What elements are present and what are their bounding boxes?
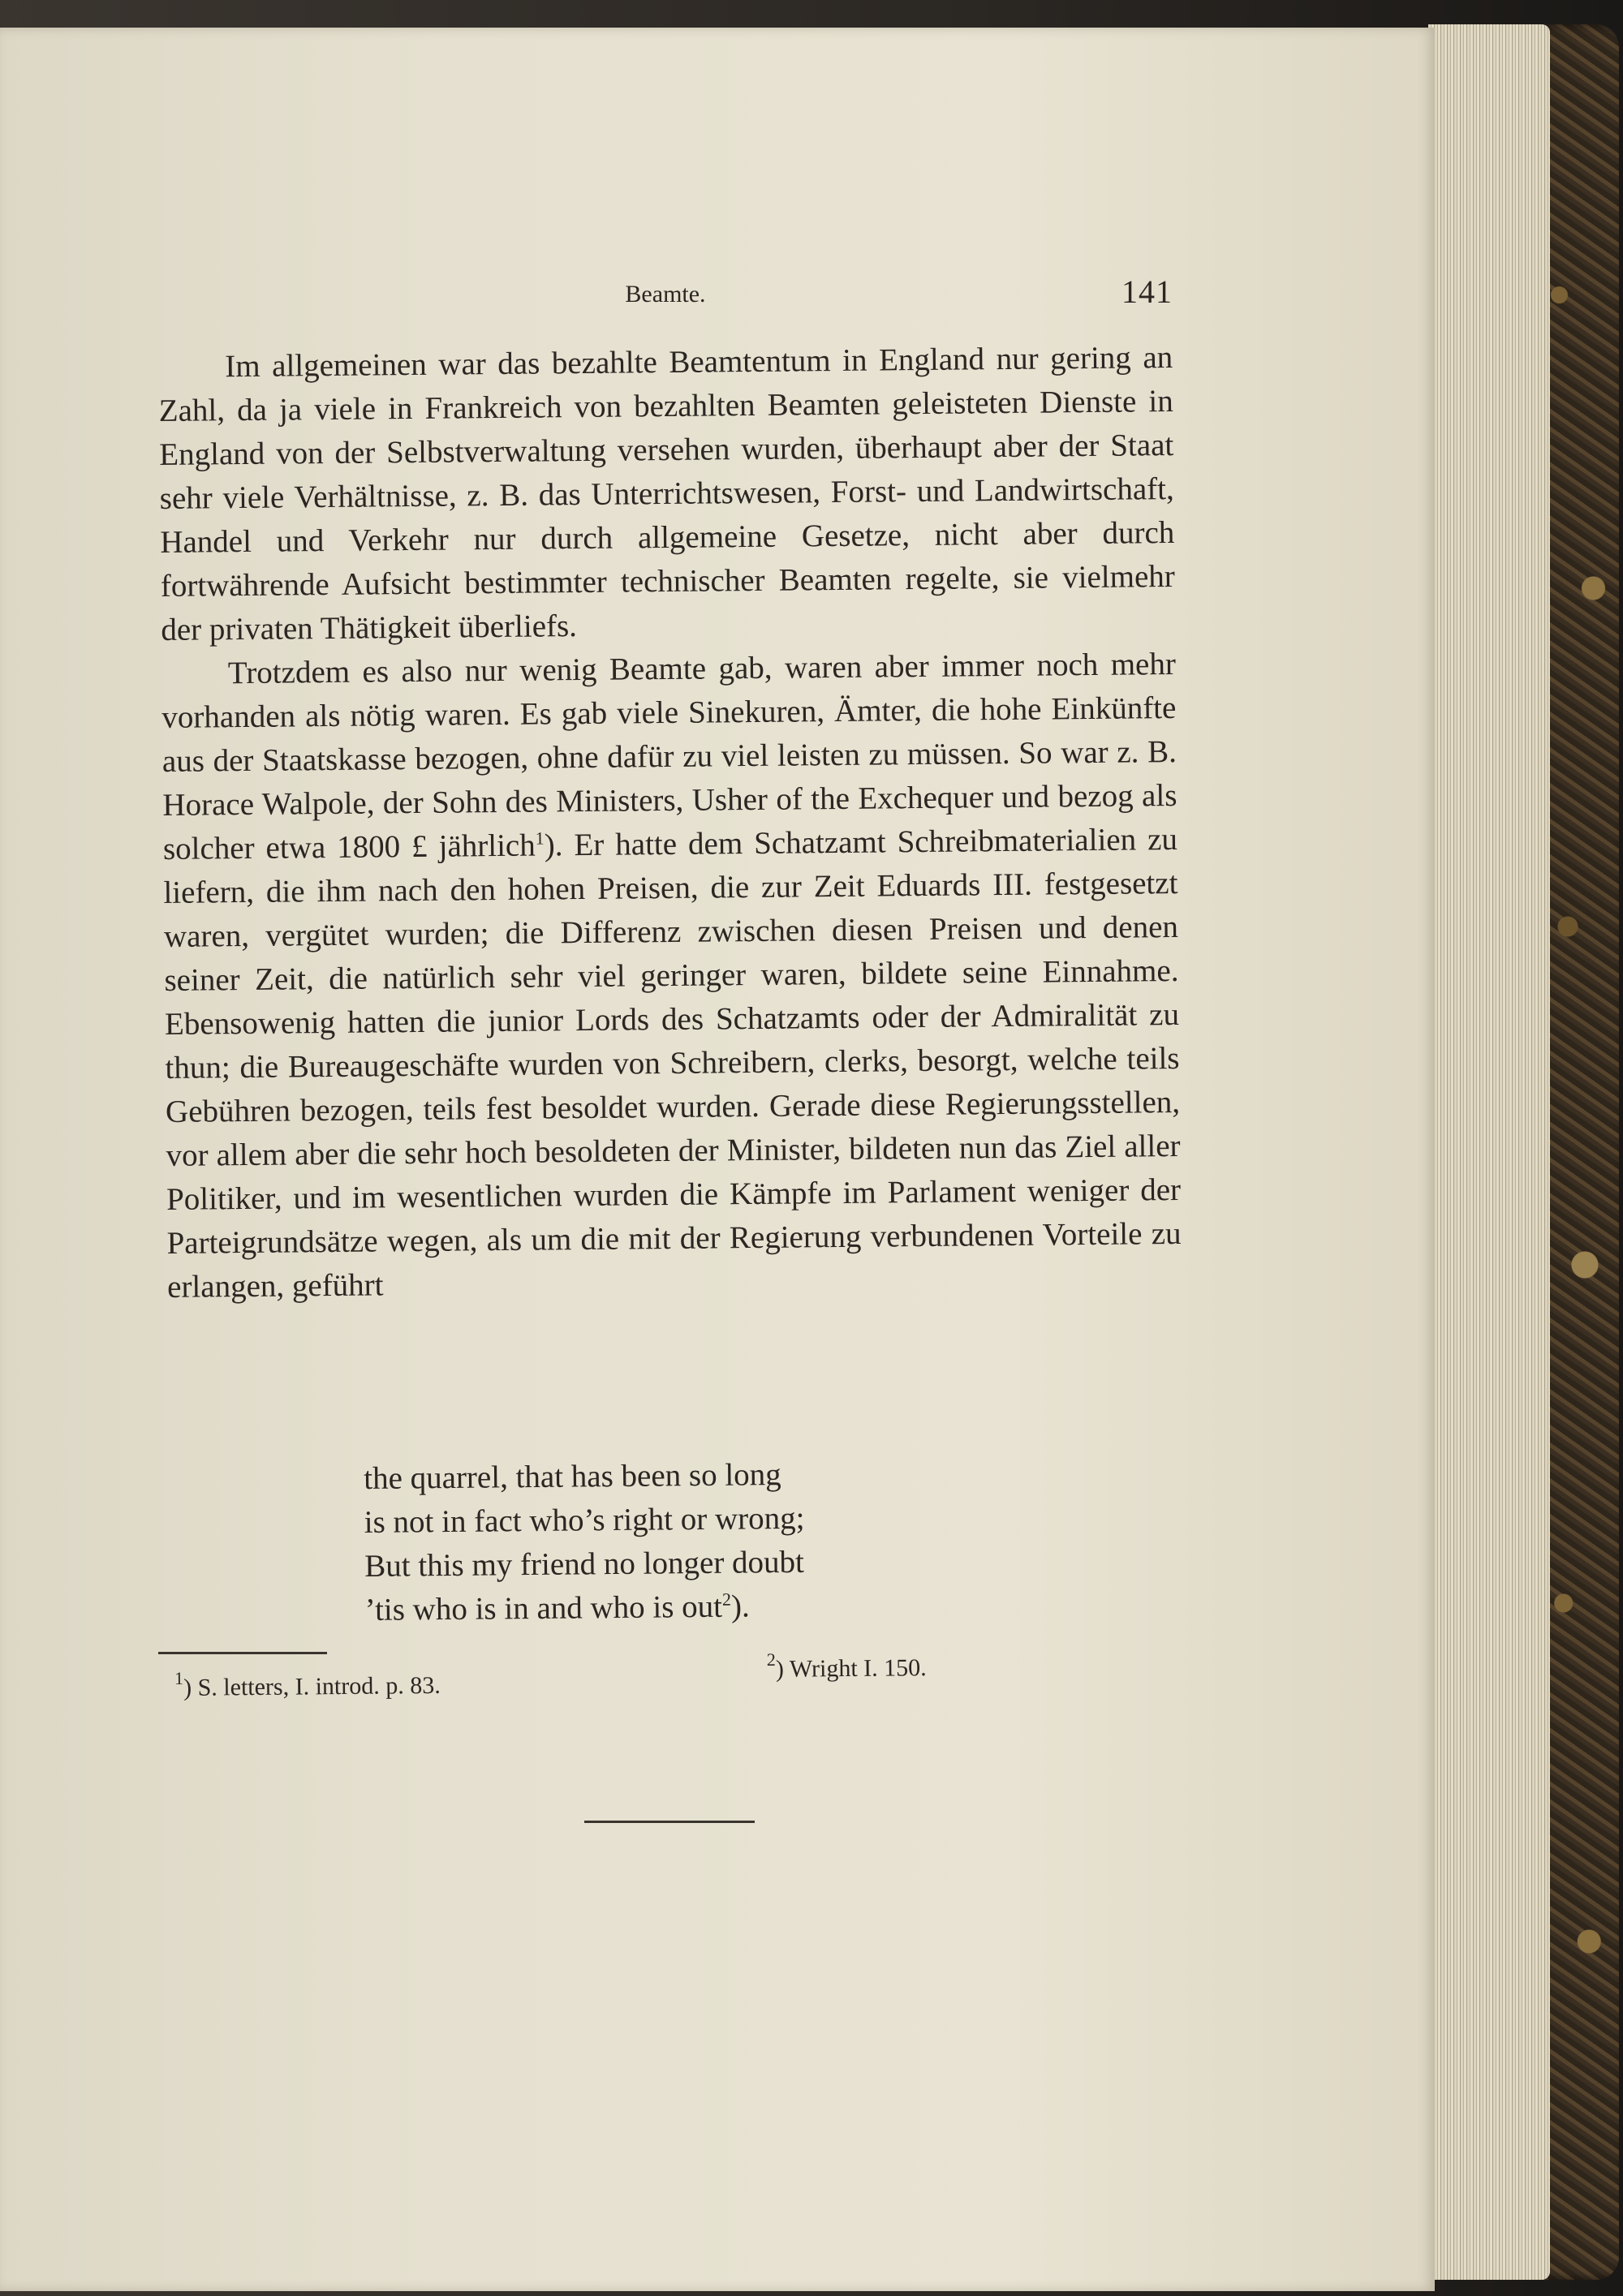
footnote-divider xyxy=(158,1652,327,1654)
footnotes xyxy=(174,1649,1027,1715)
footnote-1-marker: 1 xyxy=(174,1667,184,1688)
book-page xyxy=(0,28,1435,2291)
body-text xyxy=(158,336,1182,1309)
footnote-ref-1: 1 xyxy=(535,828,545,849)
running-head xyxy=(158,271,1173,320)
verse-line-4-end: ). xyxy=(730,1589,750,1624)
running-head-title: Beamte. xyxy=(625,281,706,307)
page-number: 141 xyxy=(1121,273,1173,310)
footnote-1 xyxy=(174,1667,441,1702)
verse-line-3: But this my friend no longer doubt xyxy=(364,1544,805,1584)
paragraph-1: Im allgemeinen war das bezahlte Beamtentum in England nur gering an Zahl, da ja viele in Frankreich von bezahlten Beamten geleisteten Dienste in England von der Selbstverwaltung versehen wurden, überhaupt aber der Staat sehr viele Verhältnisse, z. B. das Unterrichtswesen, Forst- und Landwirtschaft, Handel und Verkehr nur durch allgemeine Gesetze, nicht aber durch fortwährende Aufsicht bestimmter technischer Beamten regelte, sie vielmehr der privaten Thätigkeit überliefs. xyxy=(158,340,1175,647)
footnote-2-marker: 2 xyxy=(766,1649,776,1670)
verse-line-1: the quarrel, that has been so long xyxy=(364,1457,781,1496)
end-rule xyxy=(584,1821,755,1823)
verse-quote xyxy=(364,1451,949,1632)
page-edges xyxy=(1428,24,1550,2280)
footnote-ref-2: 2 xyxy=(721,1589,732,1610)
footnote-1-text: ) S. letters, I. introd. p. 83. xyxy=(183,1671,441,1701)
paragraph-2-part-1: Trotzdem es also nur wenig Beamte gab, waren aber immer noch mehr vorhanden als nötig waren. Es gab viele Sinekuren, Ämter, die hohe Einkünfte aus der Staatskasse bezogen, ohne dafür zu viel leisten zu müssen. So war z. B. Horace Walpole, der Sohn des Ministers, Usher of the Exchequer und bezog als solcher etwa 1800 £ jährlich xyxy=(161,646,1177,866)
verse-line-4 xyxy=(365,1583,949,1632)
verse-line-2: is not in fact who’s right or wrong; xyxy=(364,1500,805,1540)
paragraph-2-part-2: ). Er hatte dem Schatzamt Schreibmaterialien zu liefern, die ihm nach den hohen Preisen, die zur Zeit Eduards III. festgesetzt waren, vergütet wurden; die Differenz zwischen diesen Preisen und denen seiner Zeit, die natürlich sehr viel geringer waren, bildete seine Einnahme. Ebensowenig hatten die junior Lords des Schatzamts oder der Admiralität zu thun; die Bureaugeschäfte wurden von Schreibern, clerks, besorgt, welche teils Gebühren bezogen, teils fest besoldet wurden. Gerade diese Regierungsstellen, vor allem aber die sehr hoch besoldeten der Minister, bildeten nun das Ziel aller Politiker, und im wesentlichen wurden die Kämpfe im Parlament weniger der Parteigrundsätze wegen, als um die mit der Regierung verbundenen Vorteile zu erlangen, geführt xyxy=(163,821,1182,1305)
paragraph-2 xyxy=(161,643,1182,1309)
verse-line-4-text: ’tis who is in and who is out xyxy=(364,1589,723,1627)
footnote-2-text: ) Wright I. 150. xyxy=(775,1654,927,1683)
footnote-2 xyxy=(766,1649,927,1683)
